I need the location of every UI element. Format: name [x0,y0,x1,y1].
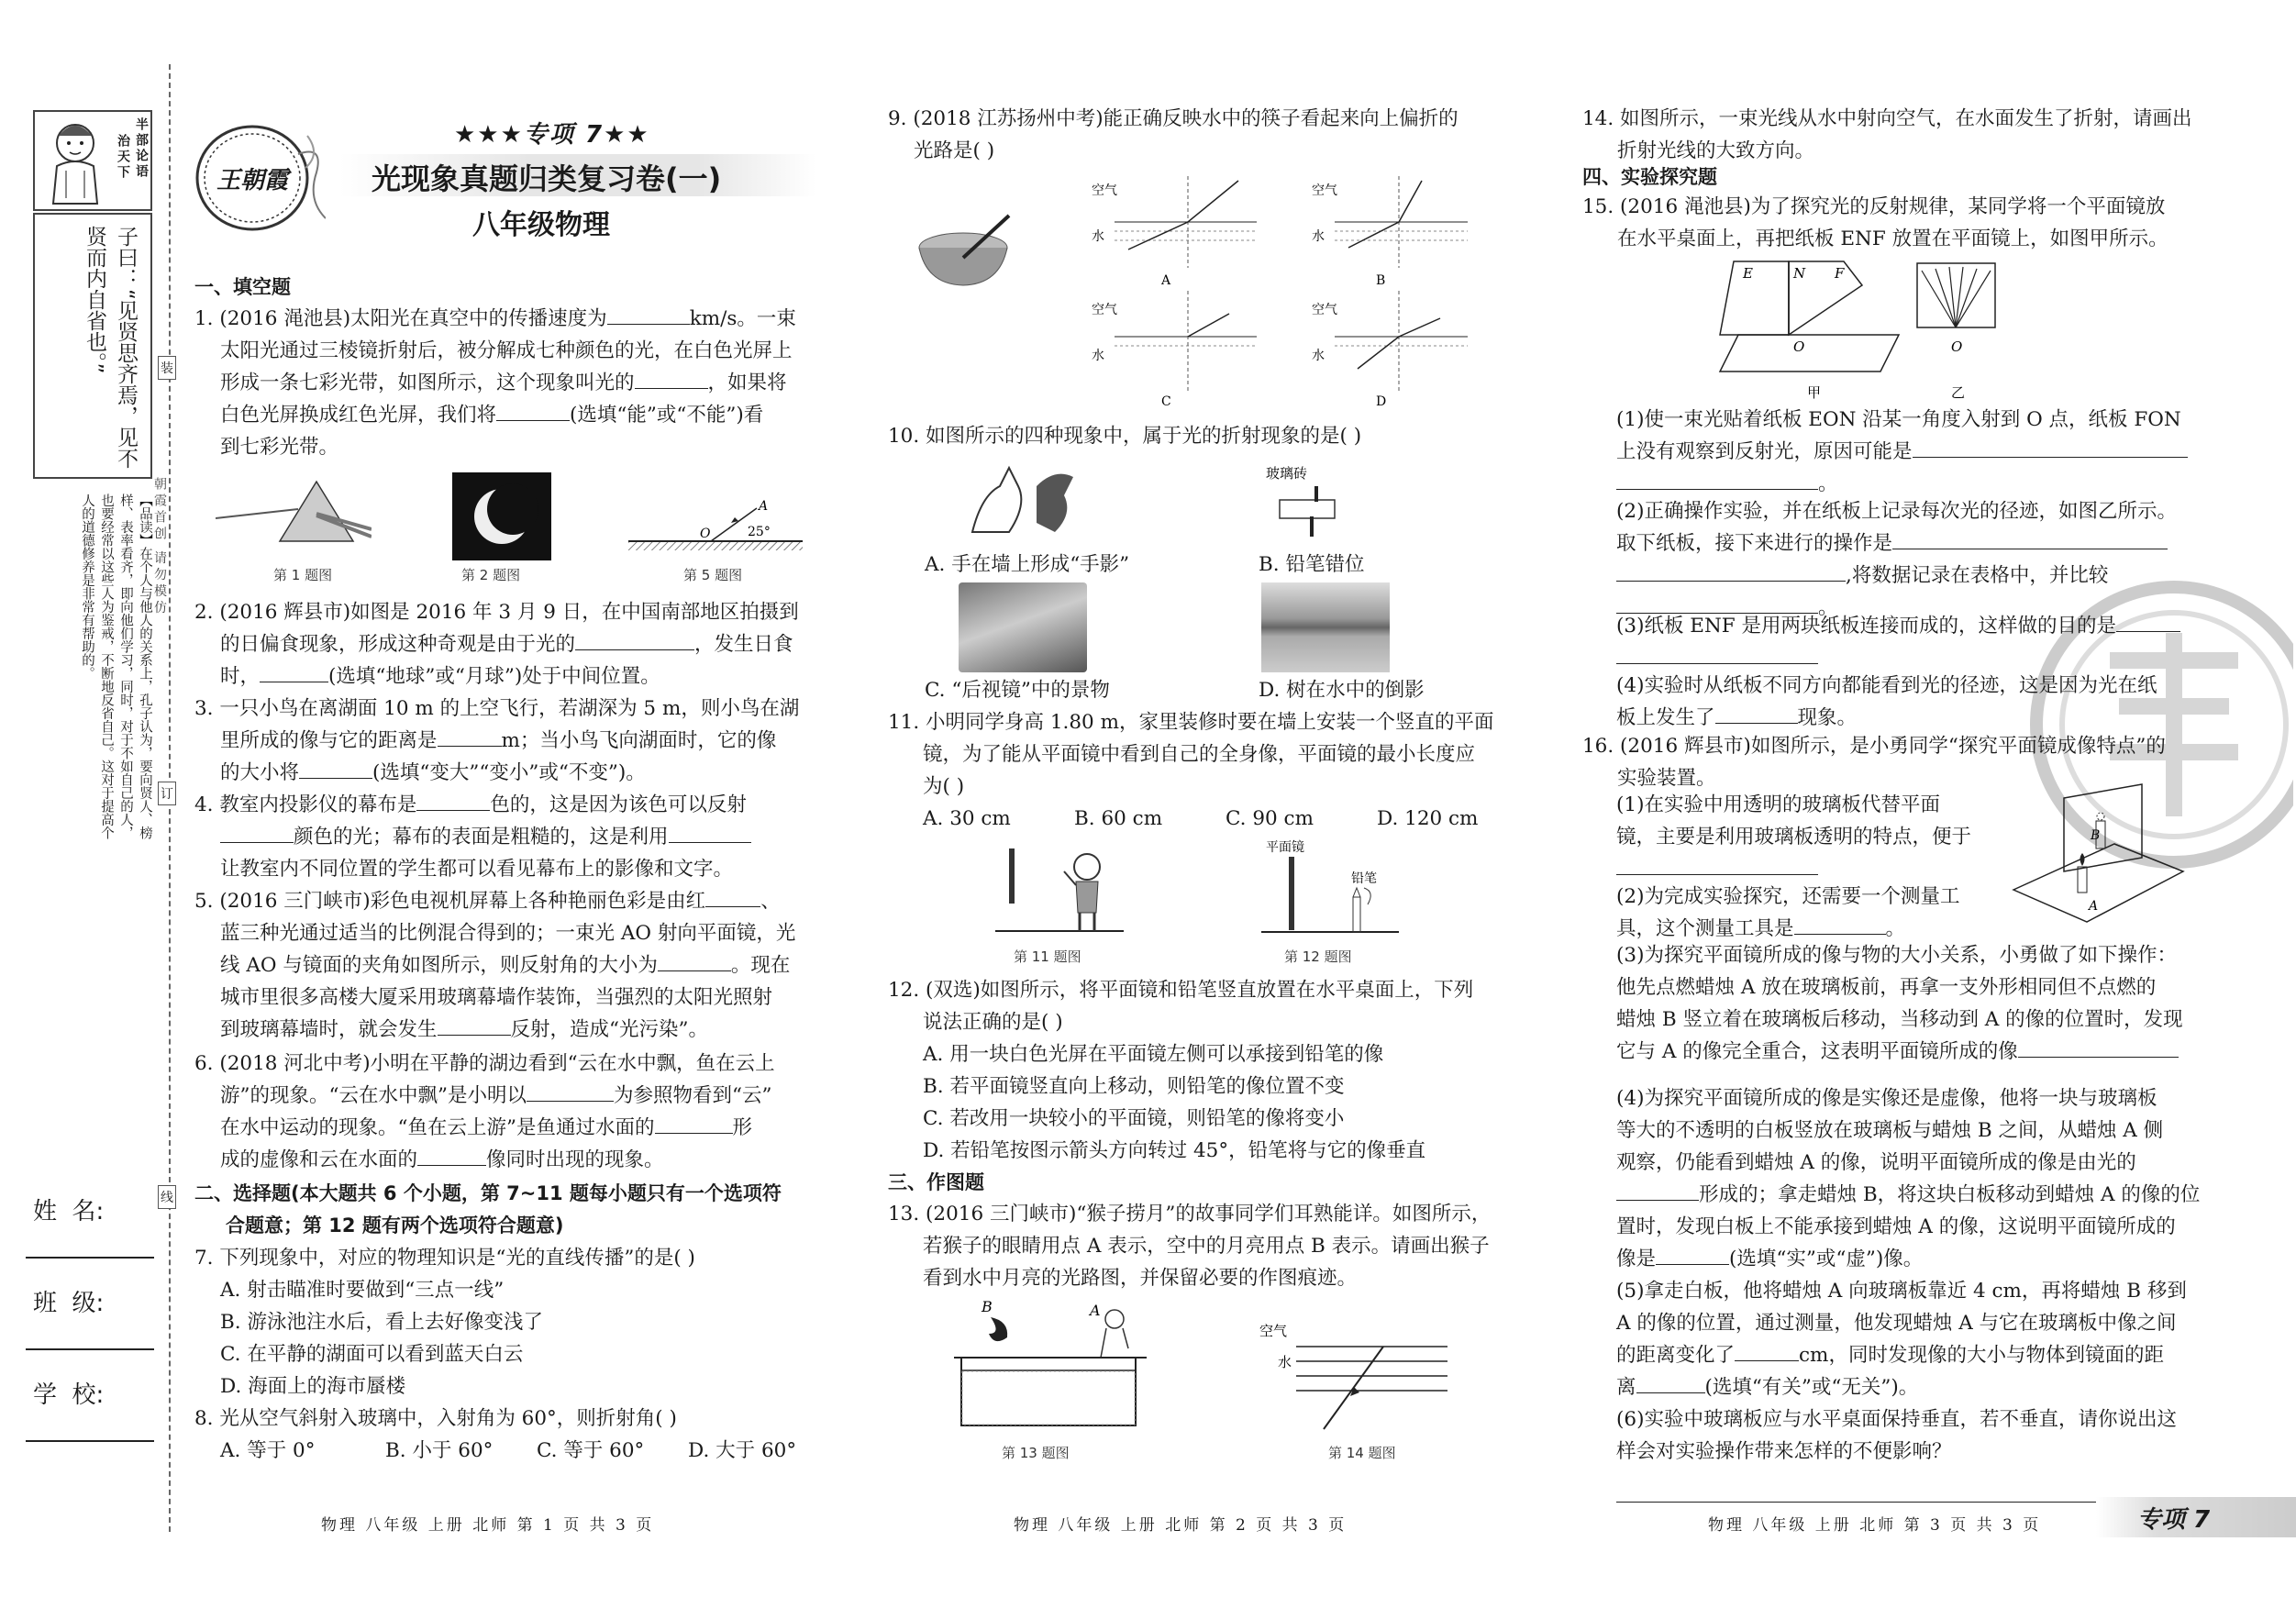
q2-blank-1[interactable] [575,630,694,650]
page-title: 光现象真题归类复习卷(一) [372,161,722,196]
label-o: O [700,527,711,541]
q6-blank-3[interactable] [417,1146,486,1166]
q1-blank-1[interactable] [607,305,690,325]
q11-option-d[interactable]: D. 120 cm [1377,807,1479,830]
q16-3-blank[interactable] [2018,1037,2179,1058]
question-15-4: (4)实验时从纸板不同方向都能看到光的径迹，这是因为光在纸 板上发生了 现象。 [1616,674,2157,729]
svg-text:水: 水 [1312,229,1325,244]
angle-label: 25° [748,525,771,539]
fig13-monkey-moon [954,1293,1147,1431]
question-16-2: (2)为完成实验探究，还需要一个测量工 具，这个测量工具是 。 [1616,885,1960,940]
question-12: 12. (双选)如图所示，将平面镜和铅笔竖直放置在水平桌面上，下列 说法正确的是( ) A. 用一块白色光屏在平面镜左侧可以承接到铅笔的像 B. 若平面镜竖直向上移动，则铅笔的像位置不变 C. 若改用一块较小的平面镜，则铅笔的像将变小 D. 若铅笔按图示箭头方向转过 45°，铅笔将与它的像垂直 [888,974,1512,1167]
tree-reflection-photo [1261,582,1390,672]
q10-option-d[interactable]: D. 树在水中的倒影 [1259,679,1425,702]
q7-option-b[interactable]: B. 游泳池注水后，看上去好像变浅了 [220,1311,543,1334]
svg-text:空气: 空气 [1259,1323,1288,1339]
footer-page-2: 物理 八年级 上册 北师 第 2 页 共 3 页 [1014,1516,1348,1535]
q15-3-blank[interactable] [2116,612,2180,632]
q1-blank-2[interactable] [635,369,708,389]
svg-text:D: D [1376,394,1387,409]
q12-option-b[interactable]: B. 若平面镜竖直向上移动，则铅笔的像位置不变 [923,1075,1345,1098]
question-6: 6. (2018 河北中考)小明在平静的湖边看到“云在水中飘，鱼在云上 游”的现象。“云在水中飘”是小明以 为参照物看到“云” 在水中运动的现象。“鱼在云上游”是鱼通过水面的 形 成的虚像和云在水面的 像同时出现的现象。 [194,1052,775,1171]
footer-page-3: 物理 八年级 上册 北师 第 3 页 共 3 页 [1708,1516,2042,1535]
caption-fig5: 第 5 题图 [683,567,743,583]
bowl-chopstick-image [917,206,1018,289]
q12-option-d[interactable]: D. 若铅笔按图示箭头方向转过 45°，铅笔将与它的像垂直 [923,1139,1426,1162]
svg-text:甲: 甲 [1807,384,1822,399]
q8-option-d[interactable]: D. 大于 60° [688,1439,797,1462]
question-8: 8. 光从空气斜射入玻璃中，入射角为 60°，则折射角( ) A. 等于 0° B. 小于 60° C. 等于 60° D. 大于 60° [194,1403,818,1467]
question-15-3: (3)纸板 ENF 是用两块纸板连接而成的，这样做的目的是 [1616,610,2203,674]
q15-2-blank-1[interactable] [1892,529,2168,549]
q11-option-b[interactable]: B. 60 cm [1074,807,1163,830]
q2-blank-2[interactable] [260,662,328,682]
school-line[interactable] [26,1440,154,1442]
question-15: 15. (2016 渑池县)为了探究光的反射规律，某同学将一个平面镜放 在水平桌面上，再把纸板 ENF 放置在平面镜上，如图甲所示。 [1582,195,2168,250]
q1-blank-3[interactable] [496,401,570,421]
q8-option-a[interactable]: A. 等于 0° [220,1439,316,1462]
question-2: 2. (2016 辉县市)如图是 2016 年 3 月 9 日，在中国南部地区拍摄到 的日偏食现象，形成这种奇观是由于光的 ，发生日食 时， (选填“地球”或“月球”)处于中间位置。 [194,601,799,688]
question-16-5: (5)拿走白板，他将蜡烛 A 向玻璃板靠近 4 cm，再将蜡烛 B 移到 A 的像的位置，通过测量，他发现蜡烛 A 与它在玻璃板中像之间 的距离变化了 cm，同时发现像的大小与物体到镜面的距 离 (选填“有关”或“无关”)。 [1616,1280,2187,1399]
svg-text:B: B [982,1298,993,1315]
prism-figure [216,472,372,546]
q7-option-c[interactable]: C. 在平静的湖面可以看到蓝天白云 [220,1343,524,1366]
label-a: A [759,499,769,514]
q15-2-blank-2[interactable] [1616,561,1846,582]
q11-option-c[interactable]: C. 90 cm [1226,807,1314,830]
reading-note: 【品读】在个人与他人的关系上，孔子认为，要向贤人、榜样、表率看齐，即向他们学习，同时，对于不如自己的人，也要经常以这些人为鉴戒，不断地反省自己。这对于提高个人的道德修养是非常有帮助的。 [80,494,152,839]
q5-blank-2[interactable] [658,951,731,971]
motto-box [33,110,152,211]
quote-box [33,213,152,479]
q5-blank-3[interactable] [438,1015,511,1036]
svg-text:B: B [1376,273,1386,288]
svg-text:空气: 空气 [1312,303,1337,317]
q8-option-b[interactable]: B. 小于 60° [385,1439,494,1462]
svg-text:B: B [2091,828,2101,843]
caption-fig11: 第 11 题图 [1014,948,1081,965]
q16-4-blank-1[interactable] [1616,1181,1699,1201]
svg-text:A: A [1090,1302,1101,1319]
rearview-mirror-photo [959,582,1087,672]
q4-blank-2[interactable] [220,823,294,843]
q10-option-b[interactable]: B. 铅笔错位 [1259,553,1365,576]
svg-text:O: O [1793,338,1805,355]
svg-text:水: 水 [1092,229,1104,244]
svg-text:水: 水 [1312,349,1325,363]
section-drawing: 三、作图题 [888,1171,984,1193]
fig12-mirror-pencil [1261,837,1399,942]
q3-blank-2[interactable] [299,759,372,779]
svg-text:N: N [1793,265,1806,282]
eclipse-photo [452,472,551,560]
question-16: 16. (2016 辉县市)如图所示，是小勇同学“探究平面镜成像特点”的 实验装置。 [1582,735,2166,790]
svg-text:空气: 空气 [1312,183,1337,198]
fig14-air-water [1255,1321,1452,1431]
q7-option-a[interactable]: A. 射击瞄准时要做到“三点一线” [220,1279,505,1302]
section-choice: 二、选择题(本大题共 6 个小题，第 7~11 题每小题只有一个选项符 合题意；第 12 题有两个选项符合题意) [194,1182,782,1237]
q16-5-blank-1[interactable] [1735,1341,1799,1361]
svg-text:玻璃砖: 玻璃砖 [1266,465,1308,482]
q12-option-c[interactable]: C. 若改用一块较小的平面镜，则铅笔的像将变小 [923,1107,1345,1130]
binding-mark-1: 装 [158,356,176,380]
svg-text:水: 水 [1092,349,1104,363]
corner-tag: 专项 7 [2137,1506,2211,1534]
svg-text:O: O [1951,338,1963,355]
question-14: 14. 如图所示，一束光线从水中射向空气，在水面发生了折射，请画出 折射光线的大致方向。 [1582,107,2192,162]
question-5: 5. (2016 三门峡市)彩色电视机屏幕上各种艳丽色彩是由红 、 蓝三种光通过适当的比例混合得到的；一束光 AO 射向平面镜，光 线 AO 与镜面的夹角如图所示，则反射角的大小为 。现在 城市里很多高楼大厦采用玻璃幕墙作装饰，当强烈的太阳光照射 到玻璃幕墙时，就会发生 反射，造成“光污染”。 [194,885,818,1046]
svg-text:水: 水 [1278,1354,1292,1370]
page-subtitle: 八年级物理 [472,209,610,241]
logo-text: 王朝霞 [216,167,288,194]
svg-text:平面镜: 平面镜 [1266,840,1304,855]
section-experiment: 四、实验探究题 [1582,166,1717,188]
binding-mark-3: 线 [158,1185,176,1209]
name-line[interactable] [26,1257,154,1259]
svg-text:空气: 空气 [1092,303,1117,317]
header [188,101,821,257]
section-fill-in: 一、填空题 [194,276,291,298]
svg-text:铅笔: 铅笔 [1351,871,1377,886]
q16-2-blank[interactable] [1794,915,1886,935]
footer-page-1: 物理 八年级 上册 北师 第 1 页 共 3 页 [321,1516,655,1535]
motto-line-2: 治天下 [116,134,130,181]
svg-text:C: C [1161,394,1171,409]
q10-option-c[interactable]: C. “后视镜”中的景物 [925,679,1110,702]
binding-mark-2: 订 [158,782,176,805]
q16-4-blank-2[interactable] [1656,1245,1729,1265]
q4-blank-1[interactable] [416,791,490,811]
fig11-mirror-boy [995,839,1124,940]
question-15-1: (1)使一束光贴着纸板 EON 沿某一角度入射到 O 点，纸板 FON 上没有观察到反射光，原因可能是 。 [1616,404,2203,500]
question-9: 9. (2018 江苏扬州中考)能正确反映水中的筷子看起来向上偏折的 光路是( ) [888,107,1459,162]
q3-blank-1[interactable] [438,726,502,747]
q15-1-blank-2[interactable] [1616,470,1818,490]
q16-5-blank-2[interactable] [1636,1373,1705,1393]
question-11: 11. 小明同学身高 1.80 m，家里装修时要在墙上安装一个竖直的平面 镜，为了能从平面镜中看到自己的全身像，平面镜的最小长度应 为( ) A. 30 cm B. 60 cm C. 90 cm D. 120 cm [888,706,1512,835]
question-15-2: (2)正确操作实验，并在纸板上记录每次光的径迹，如图乙所示。 取下纸板，接下来进行的操作是 ,将数据记录在表格中，并比较 。 [1616,500,2177,619]
question-3: 3. 一只小鸟在离湖面 10 m 的上空飞行，若湖深为 5 m，则小鸟在湖 里所成的像与它的距离是 m；当小鸟飞向湖面时，它的像 的大小将 (选填“变大”“变小”或“不变”)。 [194,697,800,784]
q5-blank-1[interactable] [705,887,760,907]
class-label: 班 级: [33,1290,105,1317]
caption-fig12: 第 12 题图 [1284,948,1352,965]
q15-1-blank[interactable] [1913,438,2188,458]
question-16-3: (3)为探究平面镜所成的像与物的大小关系，小勇做了如下操作： 他先点燃蜡烛 A 放在玻璃板前，再拿一支外形相同但不点燃的 蜡烛 B 竖立着在玻璃板后移动，当移动到 A 的像的位置时，发现 它与 A 的像完全重合，这表明平面镜所成的像 [1616,944,2183,1063]
caption-fig2: 第 2 题图 [461,567,521,583]
fig15-paper-board [1715,252,2027,399]
question-13: 13. (2016 三门峡市)“猴子捞月”的故事同学们耳熟能详。如图所示， 若猴子的眼睛用点 A 表示，空中的月亮用点 B 表示。请画出猴子 看到水中月亮的光路图，并保留必要的作图痕迹。 [888,1203,1492,1290]
q16-1-blank[interactable] [1616,855,1818,875]
left-sidebar [26,110,163,1514]
motto-line-1: 半部论语 [134,117,149,180]
mirror-angle-figure [628,495,803,552]
q9-option-diagrams [1082,176,1468,415]
pencil-glass-image [1266,463,1385,546]
name-label: 姓 名: [33,1198,105,1225]
q4-blank-3[interactable] [669,823,751,843]
question-1: 1. (2016 渑池县)太阳光在真空中的传播速度为 km/s。一束 太阳光通过三棱镜折射后，被分解成七种颜色的光，在白色光屏上 形成一条七彩光带，如图所示，这个现象叫光的 ，如果将 白色光屏换成红色光屏，我们将 (选填“能”或“不能”)看 到七彩光带。 [194,303,818,463]
school-label: 学 校: [33,1381,105,1409]
question-16-4: (4)为探究平面镜所成的像是实像还是虚像，他将一块与玻璃板 等大的不透明的白板竖放在玻璃板与蜡烛 B 之间，从蜡烛 A 侧 观察，仍能看到蜡烛 A 的像，说明平面镜所成的像是由光的 形成的；拿走蜡烛 B，将这块白板移动到蜡烛 A 的像的位 置时，发现白板上不能承接到蜡烛 A 的像，这说明平面镜所成的 像是 (选填“实”或“虚”)像。 [1616,1087,2201,1270]
svg-text:A: A [2089,899,2099,914]
q6-blank-2[interactable] [655,1114,733,1134]
caption-fig13: 第 13 题图 [1002,1445,1070,1461]
svg-text:乙: 乙 [1951,384,1966,399]
svg-text:F: F [1835,265,1845,282]
question-16-1: (1)在实验中用透明的玻璃板代替平面 镜，主要是利用玻璃板透明的特点，便于 [1616,789,2002,885]
svg-text:E: E [1743,265,1753,282]
q12-option-a[interactable]: A. 用一块白色光屏在平面镜左侧可以承接到铅笔的像 [923,1043,1384,1066]
svg-text:空气: 空气 [1092,183,1117,198]
hand-shadow-image [963,459,1082,541]
question-4: 4. 教室内投影仪的幕布是 色的，这是因为该色可以反射 颜色的光；幕布的表面是粗糙的，这是利用 让教室内不同位置的学生都可以看见幕布上的影像和文字。 [194,789,818,885]
confucius-figure-icon [39,116,112,207]
fig16-candle-glass [2004,780,2188,926]
question-16-6: (6)实验中玻璃板应与水平桌面保持垂直，若不垂直，请你说出这 样会对实验操作带来怎样的不便影响？ [1616,1403,2203,1513]
confucius-quote: 子曰：“见贤思齐焉，见不贤而内自省也。” [83,226,138,469]
q8-option-c[interactable]: C. 等于 60° [537,1439,645,1462]
q11-option-a[interactable]: A. 30 cm [923,807,1011,830]
question-10: 10. 如图所示的四种现象中，属于光的折射现象的是( ) [888,425,1362,448]
q15-3-blank-2[interactable] [1616,644,1818,664]
q7-option-d[interactable]: D. 海面上的海市蜃楼 [220,1375,406,1398]
special-tag: ★★★专项 7★★ [454,121,650,149]
caption-fig1: 第 1 题图 [273,567,333,583]
question-7: 7. 下列现象中，对应的物理知识是“光的直线传播”的是( ) A. 射击瞄准时要做到“三点一线” B. 游泳池注水后，看上去好像变浅了 C. 在平静的湖面可以看到蓝天白云 D. 海面上的海市蜃楼 [194,1242,818,1403]
class-line[interactable] [26,1348,154,1350]
q10-option-a[interactable]: A. 手在墙上形成“手影” [925,553,1130,576]
q15-4-blank[interactable] [1715,704,1798,724]
side-note: 朝霞首创 请勿模仿 [152,477,167,617]
svg-text:A: A [1161,273,1171,288]
q6-blank-1[interactable] [527,1081,614,1102]
caption-fig14: 第 14 题图 [1328,1445,1396,1461]
